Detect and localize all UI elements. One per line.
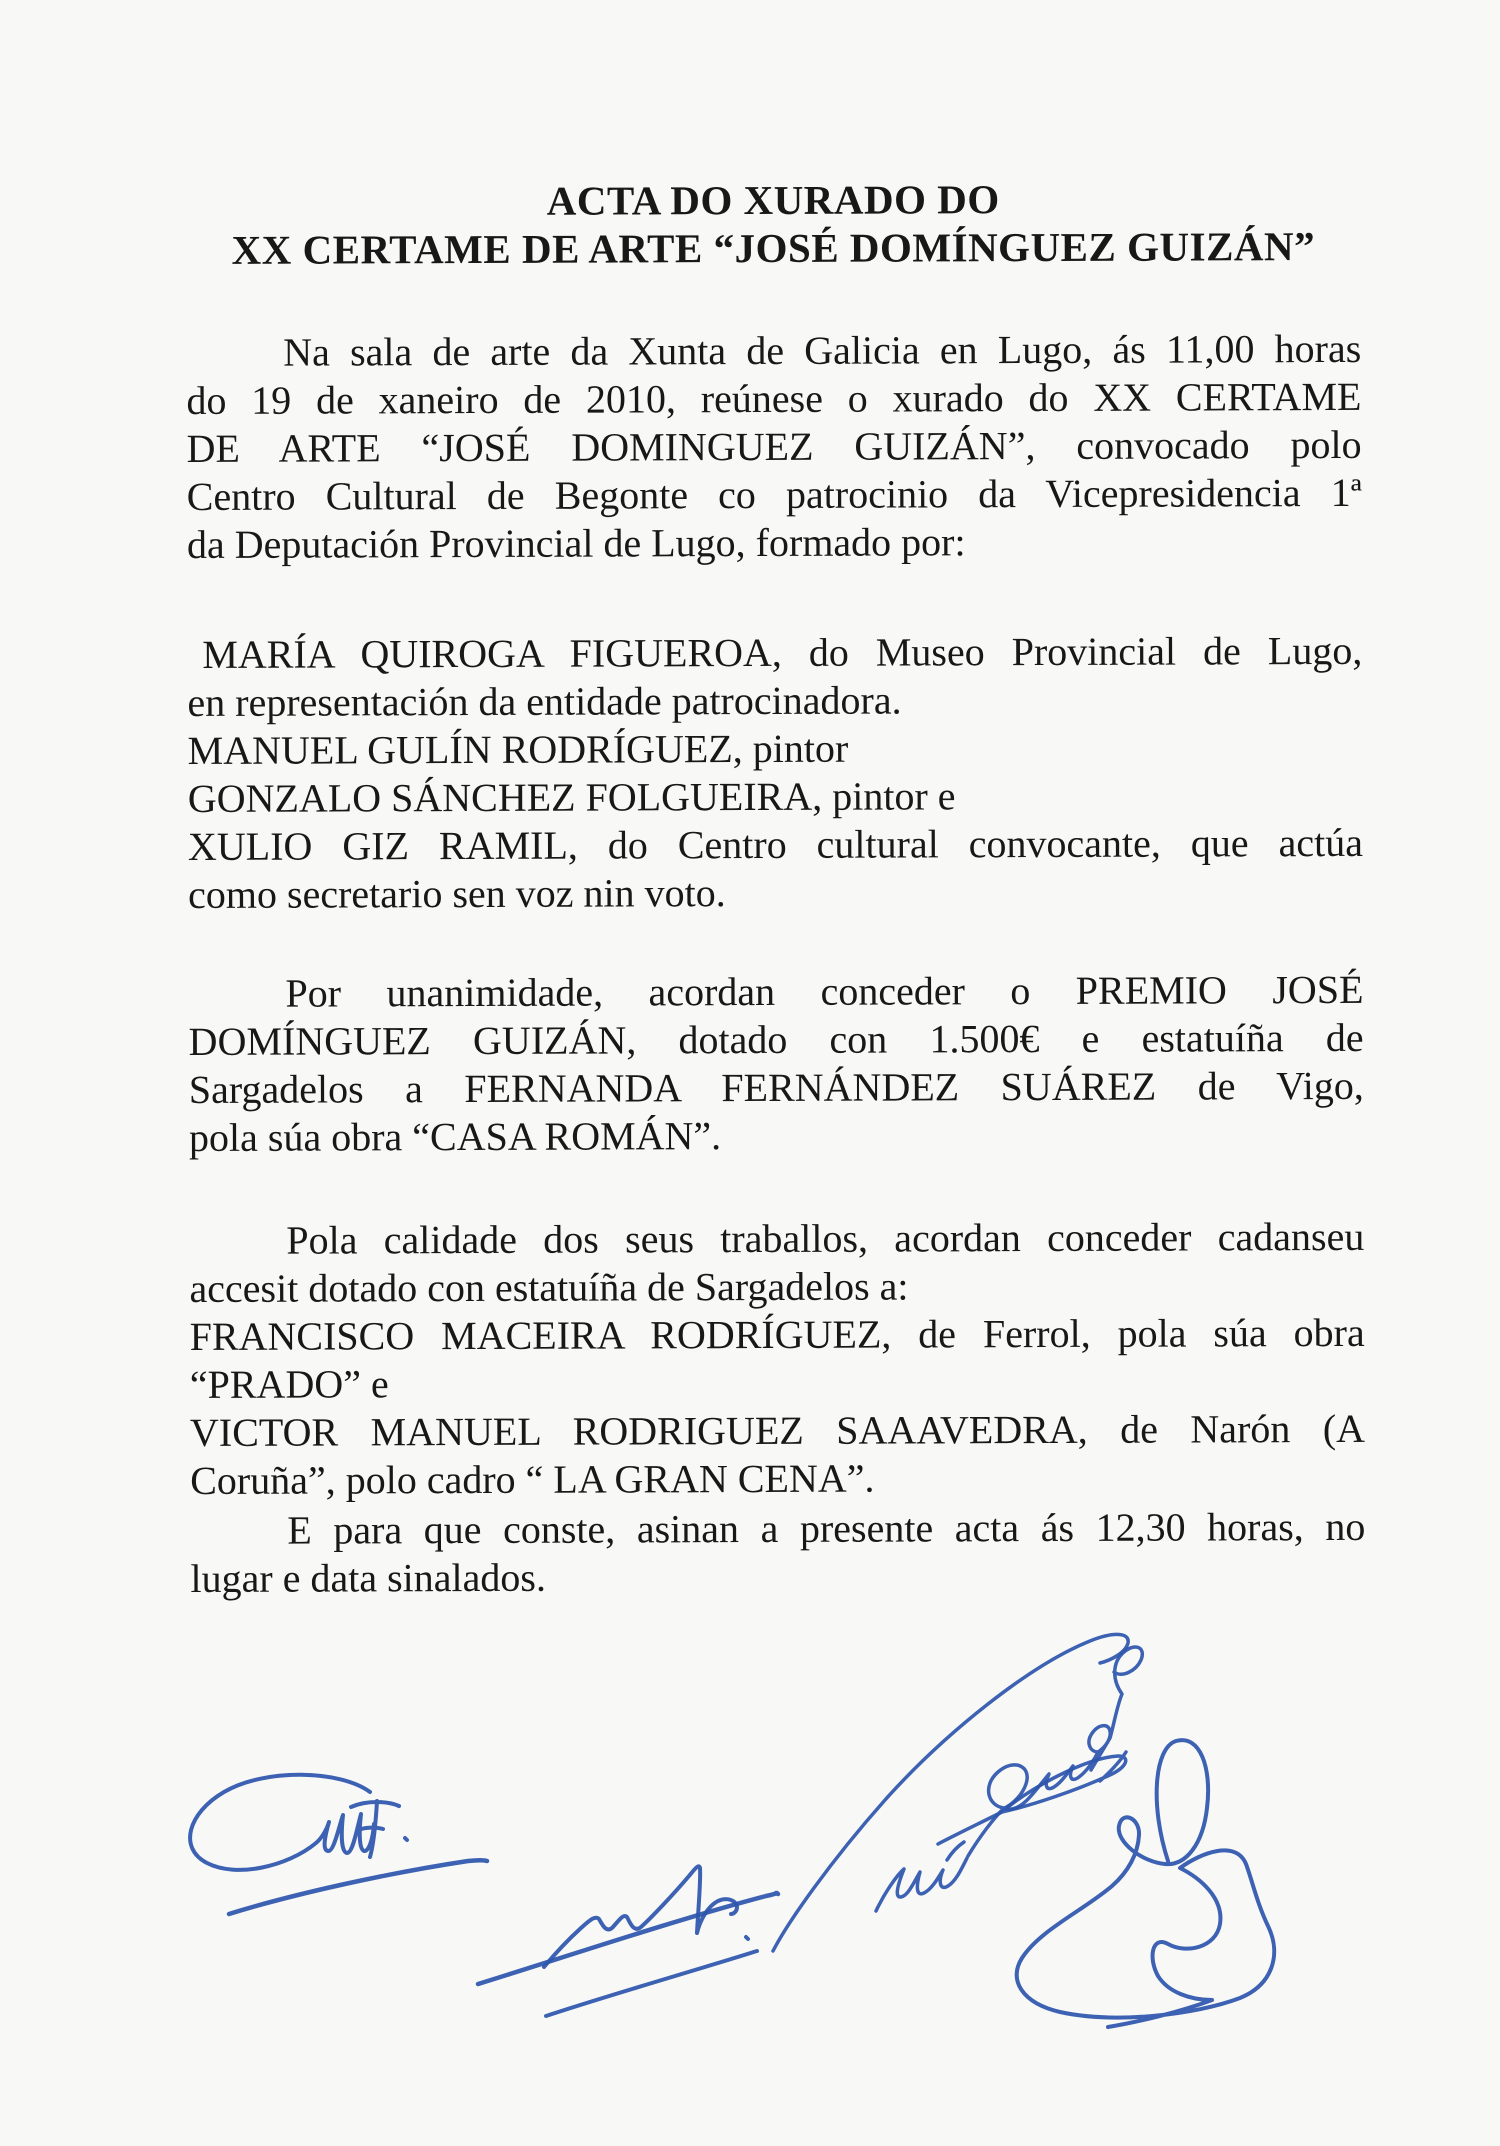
text-line: Na sala de arte da Xunta de Galicia en Lugo, ás 11,00 horas	[283, 325, 1362, 375]
text-line: Centro Cultural de Begonte co patrocinio da Vicepresidencia 1ª	[186, 469, 1362, 519]
signature-monogram-wf	[190, 1775, 407, 1870]
text-line: DOMÍNGUEZ GUIZÁN, dotado con 1.500€ e estatuíña de	[188, 1014, 1364, 1064]
text-line: da Deputación Provincial de Lugo, formado por:	[186, 519, 966, 567]
document-body	[186, 325, 1365, 1603]
title-line-2: XX CERTAME DE ARTE “JOSÉ DOMÍNGUEZ GUIZÁN”	[231, 223, 1316, 273]
text-line: E para que conste, asinan a presente acta ás 12,30 horas, no	[287, 1503, 1366, 1553]
signature-maria-quiroga-sweep	[773, 1634, 1128, 1951]
text-line: DE ARTE “JOSÉ DOMINGUEZ GUIZÁN”, convocado polo	[186, 421, 1362, 471]
signature-underline-mt-lower	[546, 1951, 757, 2016]
text-line: GONZALO SÁNCHEZ FOLGUEIRA, pintor e	[187, 773, 956, 821]
signature-maria-quiroga-name	[876, 1647, 1142, 1911]
text-line: accesit dotado con estatuíña de Sargadelos a:	[189, 1263, 909, 1311]
text-line: lugar e data sinalados.	[190, 1554, 547, 1601]
text-line: como secretario sen voz nin voto.	[188, 870, 726, 917]
paragraph	[186, 325, 1362, 569]
paragraph	[190, 1503, 1365, 1603]
text-line: MANUEL GULÍN RODRÍGUEZ, pintor	[187, 725, 849, 773]
text-line: FRANCISCO MACEIRA RODRÍGUEZ, de Ferrol, pola súa obra	[189, 1309, 1365, 1359]
paragraph	[188, 966, 1364, 1162]
text-line: XULIO GIZ RAMIL, do Centro cultural convocante, que actúa	[187, 819, 1364, 869]
text-line: en representación da entidade patrocinadora.	[187, 677, 902, 725]
signature-underline-wf	[229, 1860, 487, 1914]
signature-underline-mt-upper	[478, 1893, 778, 1984]
title-line-1: ACTA DO XURADO DO	[546, 176, 1000, 224]
document-title	[186, 174, 1361, 274]
signature-scribble-mt	[544, 1866, 748, 1967]
paragraph	[189, 1213, 1365, 1505]
text-line: Coruña”, polo cadro “ LA GRAN CENA”.	[190, 1455, 875, 1503]
document-text	[185, 0, 1366, 1603]
text-line: “PRADO” e	[189, 1361, 389, 1407]
text-line: Sargadelos a FERNANDA FERNÁNDEZ SUÁREZ de Vigo,	[188, 1062, 1364, 1112]
signature-right-flourish	[1017, 1740, 1274, 2027]
signature-maria-quiroga-flourish	[938, 1752, 1126, 1844]
text-line: Por unanimidade, acordan conceder o PREMIO JOSÉ	[285, 966, 1364, 1016]
text-line: VICTOR MANUEL RODRIGUEZ SAAAVEDRA, de Narón (A	[189, 1405, 1366, 1455]
text-line: MARÍA QUIROGA FIGUEROA, do Museo Provincial de Lugo,	[202, 627, 1363, 677]
paragraph	[187, 627, 1363, 919]
text-line: Pola calidade dos seus traballos, acordan conceder cadanseu	[286, 1213, 1365, 1263]
text-line: do 19 de xaneiro de 2010, reúnese o xurado do XX CERTAME	[186, 373, 1362, 423]
text-line: pola súa obra “CASA ROMÁN”.	[188, 1113, 722, 1160]
